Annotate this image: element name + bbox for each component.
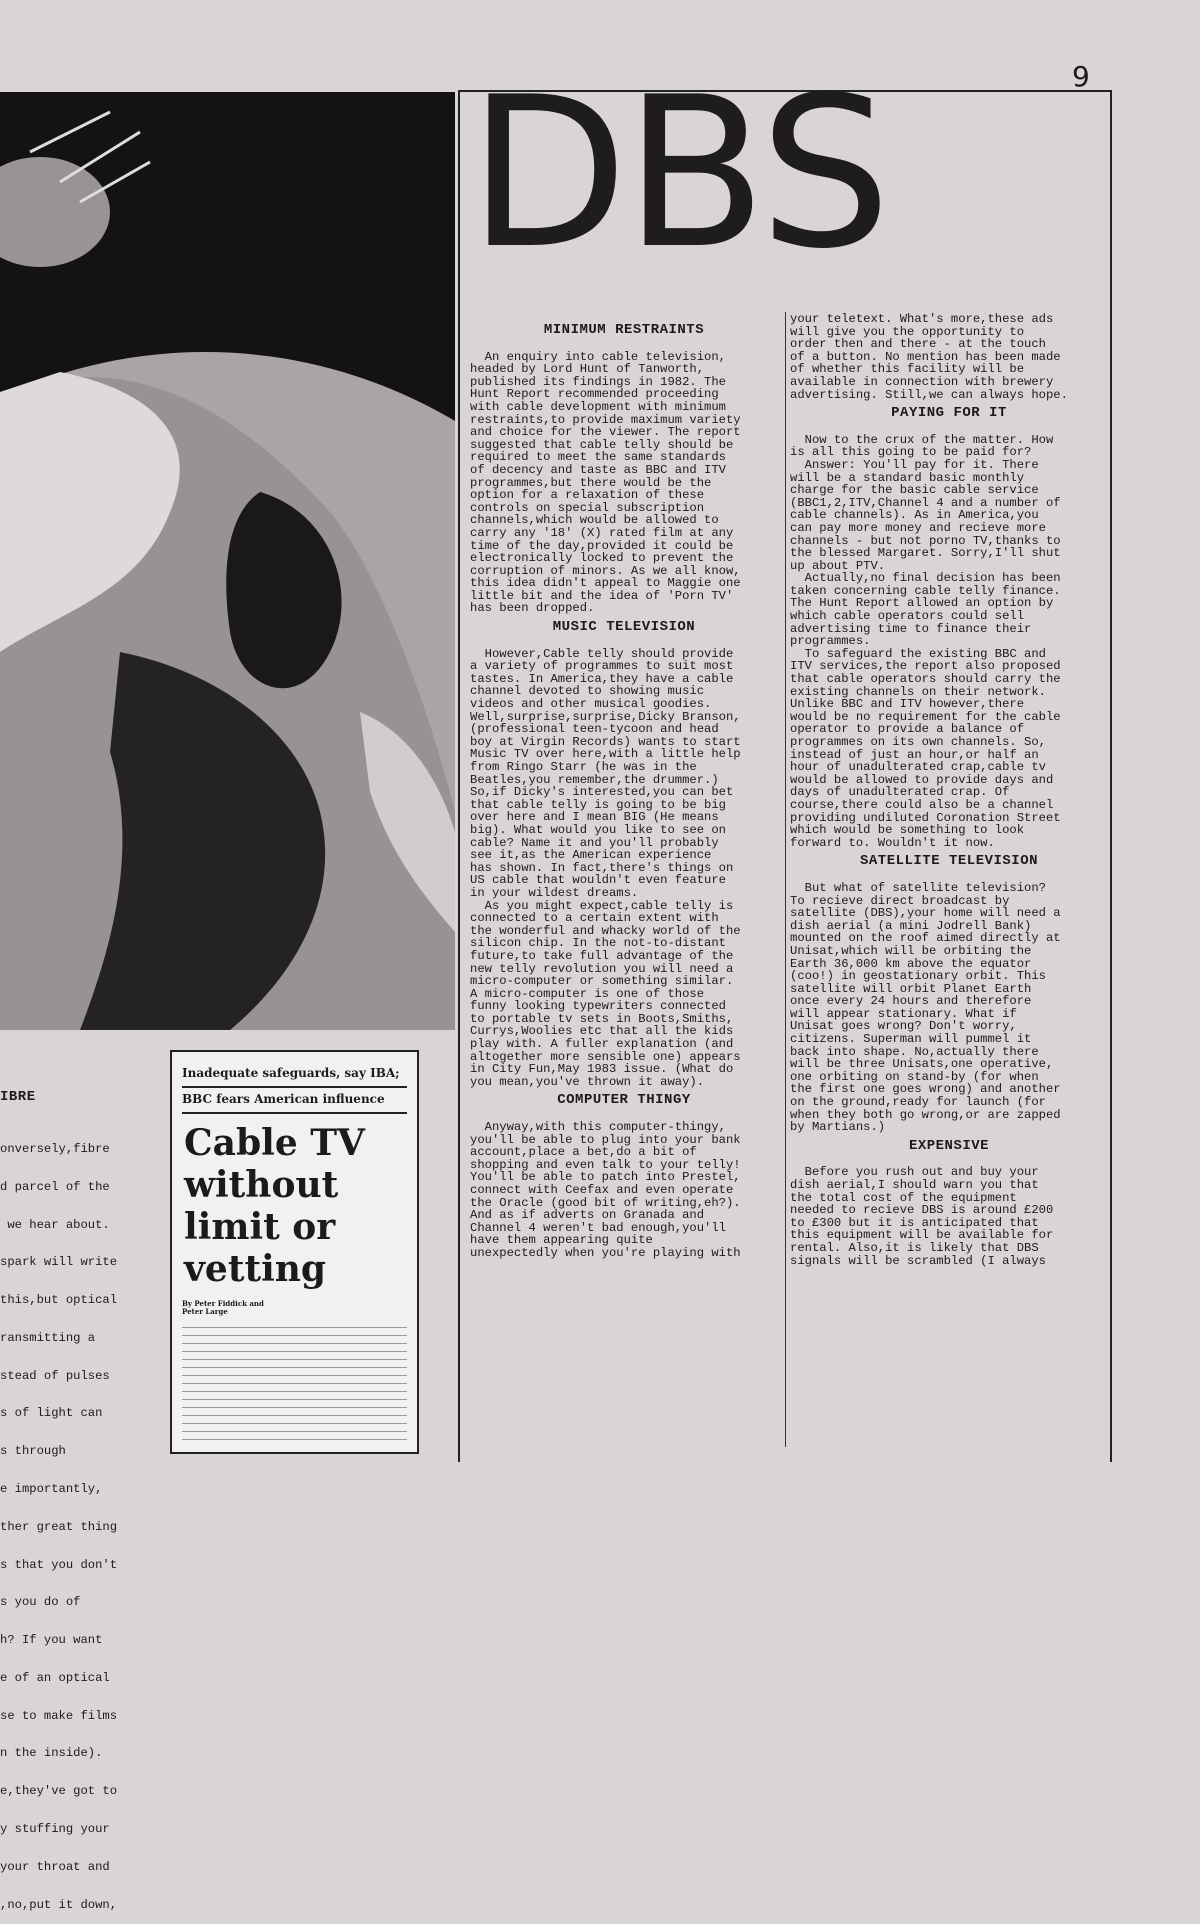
- section-heading: MINIMUM RESTRAINTS: [543, 322, 705, 338]
- body-line: The Hunt Report allowed an option by: [790, 596, 1054, 611]
- body-line: has been dropped.: [470, 601, 595, 616]
- section-heading: MUSIC TELEVISION: [552, 619, 696, 636]
- body-line: will be a standard basic monthly: [790, 470, 1025, 485]
- body-line: Now to the crux of the matter. How: [790, 432, 1054, 447]
- body-line: over here and I mean BIG (He means: [470, 810, 719, 825]
- body-line: programmes on its own channels. So,: [790, 735, 1046, 749]
- body-line: electronically locked to prevent the: [470, 551, 734, 566]
- body-line: see it,as the American experience: [470, 848, 712, 863]
- body-line: will appear stationary. What if: [790, 1006, 1017, 1021]
- left-line: se to make films: [0, 1708, 118, 1723]
- body-line: the first one goes wrong) and another: [790, 1082, 1061, 1097]
- body-line: As you might expect,cable telly is: [470, 898, 734, 913]
- clipping-strap: Inadequate safeguards, say IBA;: [182, 1066, 407, 1088]
- body-line: existing channels on their network.: [790, 684, 1046, 699]
- body-line: with cable development with minimum: [470, 399, 726, 414]
- body-line: tastes. In America,they have a cable: [470, 671, 734, 686]
- body-line: Before you rush out and buy your: [790, 1165, 1039, 1180]
- body-line: shopping and even talk to your telly!: [470, 1157, 741, 1172]
- column-divider: [785, 312, 786, 1447]
- body-line: silicon chip. In the not-to-distant: [470, 936, 726, 951]
- body-line: can pay more money and recieve more: [790, 520, 1046, 535]
- body-line: And as if adverts on Granada and: [470, 1208, 705, 1223]
- body-line: which would be something to look: [790, 823, 1025, 838]
- body-line: (professional teen-tycoon and head: [470, 722, 719, 737]
- body-line: instead of just an hour,or half an: [790, 747, 1039, 762]
- body-line: required to meet the same standards: [470, 450, 726, 465]
- body-line: channels - but not porno TV,thanks to: [790, 533, 1061, 548]
- left-line: this,but optical: [0, 1293, 118, 1308]
- body-line: of whether this facility will be: [790, 362, 1025, 377]
- body-line: connected to a certain extent with: [470, 911, 719, 926]
- left-line: e of an optical: [0, 1670, 110, 1685]
- section-heading: PAYING FOR IT: [891, 405, 1007, 422]
- left-line: ,no,put it down,: [0, 1897, 118, 1912]
- body-line: when they both go wrong,or are zapped: [790, 1107, 1061, 1122]
- body-line: However,Cable telly should provide: [470, 646, 734, 661]
- body-line: would be no requirement for the cable: [790, 709, 1061, 724]
- left-line: stead of pulses: [0, 1368, 110, 1383]
- body-line: videos and other musical goodies.: [470, 697, 712, 712]
- body-line: advertising. Still,we can always hope.: [790, 387, 1068, 402]
- body-line: US cable that wouldn't even feature: [470, 873, 726, 888]
- body-line: have them appearing quite: [470, 1233, 653, 1248]
- left-line: e importantly,: [0, 1482, 103, 1496]
- body-line: channels,which would be allowed to: [470, 513, 719, 528]
- left-line: h? If you want: [0, 1633, 103, 1648]
- body-line: mounted on the roof aimed directly at: [790, 931, 1061, 946]
- body-line: dish aerial (a mini Jodrell Bank): [790, 918, 1032, 933]
- body-line: citizens. Superman will pummel it: [790, 1032, 1032, 1047]
- left-column: [0, 1060, 140, 1924]
- body-line: Anyway,with this computer-thingy,: [470, 1120, 726, 1135]
- body-line: forward to. Wouldn't it now.: [790, 835, 995, 850]
- clipping-strap: BBC fears American influence: [182, 1092, 385, 1106]
- body-line: To recieve direct broadcast by: [790, 893, 1010, 908]
- body-line: big). What would you like to see on: [470, 822, 726, 837]
- body-line: Unisat goes wrong? Don't worry,: [790, 1019, 1017, 1034]
- body-line: is all this going to be paid for?: [790, 445, 1032, 460]
- body-line: (BBC1,2,ITV,Channel 4 and a number of: [790, 495, 1061, 510]
- body-line: restraints,to provide maximum variety: [470, 412, 741, 427]
- left-line: ther great thing: [0, 1519, 118, 1534]
- body-line: programmes,but there would be the: [470, 475, 712, 490]
- body-line: suggested that cable telly should be: [470, 437, 734, 452]
- body-line: cable? Name it and you'll probably: [470, 835, 719, 850]
- left-line: we hear about.: [0, 1217, 110, 1232]
- body-line: this idea didn't appeal to Maggie one: [470, 576, 741, 591]
- body-line: So,if Dicky's interested,you can bet: [470, 785, 734, 800]
- body-line: once every 24 hours and therefore: [790, 994, 1032, 1009]
- column-a: [470, 318, 778, 1260]
- body-line: micro-computer or something similar.: [470, 974, 734, 989]
- body-line: Well,surprise,surprise,Dicky Branson,: [470, 709, 741, 724]
- body-line: the Oracle (good bit of writing,eh?).: [470, 1195, 741, 1210]
- body-line: you'll be able to plug into your bank: [470, 1132, 741, 1147]
- body-line: would be allowed to provide days and: [790, 772, 1054, 787]
- body-line: signals will be scrambled (I always: [790, 1253, 1046, 1268]
- body-line: Unisat,which will be orbiting the: [790, 943, 1032, 958]
- body-line: controls on special subscription: [470, 500, 705, 515]
- body-line: hour of unadulterated crap,cable tv: [790, 760, 1046, 775]
- body-line: by Martians.): [790, 1120, 886, 1135]
- body-line: your teletext. What's more,these ads: [790, 312, 1054, 326]
- left-line: e,they've got to: [0, 1784, 118, 1799]
- body-line: order then and there - at the touch: [790, 337, 1046, 352]
- body-line: which cable operators could sell: [790, 609, 1025, 624]
- body-line: ITV services,the report also proposed: [790, 659, 1061, 674]
- left-line: your throat and: [0, 1859, 110, 1874]
- body-line: cable channels). As in America,you: [790, 508, 1039, 523]
- body-line: future,to take full advantage of the: [470, 948, 734, 963]
- body-line: charge for the basic cable service: [790, 483, 1039, 498]
- body-line: satellite will orbit Planet Earth: [790, 981, 1032, 996]
- body-line: from Ringo Starr (he was in the: [470, 760, 697, 774]
- body-line: the total cost of the equipment: [790, 1190, 1017, 1205]
- body-line: that cable operators should carry the: [790, 672, 1061, 687]
- headline-title: DBS: [468, 53, 888, 295]
- body-line: available in connection with brewery: [790, 374, 1054, 389]
- body-line: course,there could also be a channel: [790, 797, 1054, 812]
- body-line: to £300 but it is anticipated that: [790, 1215, 1039, 1230]
- body-line: Music TV over here,with a little help: [470, 747, 741, 762]
- body-line: to portable tv sets in Boots,Smiths,: [470, 1011, 734, 1026]
- left-line: s through: [0, 1444, 66, 1459]
- body-line: Unlike BBC and ITV however,there: [790, 697, 1025, 712]
- body-line: You'll be able to patch into Prestel,: [470, 1170, 741, 1185]
- body-line: needed to recieve DBS is around £200: [790, 1203, 1054, 1218]
- body-line: dish aerial,I should warn you that: [790, 1178, 1039, 1192]
- body-line: rental. Also,it is likely that DBS: [790, 1240, 1039, 1255]
- body-line: To safeguard the existing BBC and: [790, 646, 1046, 661]
- body-line: a variety of programmes to suit most: [470, 659, 734, 674]
- left-line: s of light can: [0, 1406, 103, 1421]
- body-line: Currys,Woolies etc that all the kids: [470, 1024, 734, 1039]
- body-line: (coo!) in geostationary orbit. This: [790, 969, 1046, 984]
- body-line: advertising time to finance their: [790, 621, 1032, 636]
- body-line: the blessed Margaret. Sorry,I'll shut: [790, 546, 1061, 561]
- page-number: 9: [1072, 60, 1090, 93]
- body-line: altogether more sensible one) appears: [470, 1049, 741, 1064]
- body-line: Beatles,you remember,the drummer.): [470, 772, 719, 787]
- body-line: new telly revolution you will need a: [470, 961, 734, 976]
- body-line: that cable telly is going to be big: [470, 797, 726, 812]
- left-line: y stuffing your: [0, 1822, 110, 1837]
- body-line: time of the day,provided it could be: [470, 538, 734, 553]
- section-heading: COMPUTER THINGY: [557, 1092, 691, 1109]
- body-line: of decency and taste as BBC and ITV: [470, 462, 726, 477]
- body-line: satellite (DBS),your home will need a: [790, 906, 1061, 921]
- body-line: little bit and the idea of 'Porn TV': [470, 588, 734, 603]
- body-line: you mean,you've thrown it away).: [470, 1074, 705, 1089]
- body-line: published its findings in 1982. The: [470, 374, 726, 389]
- clipping-body-text: [182, 1322, 407, 1442]
- body-line: corruption of minors. As we all know,: [470, 563, 741, 578]
- body-line: of a button. No mention has been made: [790, 349, 1061, 364]
- body-line: boy at Virgin Records) wants to start: [470, 734, 741, 749]
- body-line: providing undiluted Coronation Street: [790, 810, 1061, 825]
- body-line: programmes.: [790, 634, 871, 649]
- left-line: d parcel of the: [0, 1179, 110, 1194]
- body-line: Actually,no final decision has been: [790, 571, 1061, 586]
- body-line: one orbiting on stand-by (for when: [790, 1069, 1039, 1084]
- body-line: headed by Lord Hunt of Tanworth,: [470, 362, 705, 377]
- newspaper-clipping: [170, 1050, 419, 1454]
- body-line: Channel 4 weren't bad enough,you'll: [470, 1220, 726, 1235]
- body-line: in your wildest dreams.: [470, 885, 639, 900]
- clipping-byline: By Peter Fiddick and Peter Large: [182, 1299, 264, 1316]
- left-line: ransmitting a: [0, 1330, 96, 1345]
- body-line: carry any '18' (X) rated film at any: [470, 525, 734, 540]
- body-line: will give you the opportunity to: [790, 324, 1025, 339]
- left-line: s you do of: [0, 1595, 81, 1610]
- body-line: and choice for the viewer. The report: [470, 425, 741, 440]
- body-line: But what of satellite television?: [790, 880, 1046, 895]
- clipping-headline: Cable TV without limit or vetting: [184, 1122, 365, 1290]
- body-line: option for a relaxation of these: [470, 488, 705, 503]
- body-line: will be three Unisats,one operative,: [790, 1057, 1054, 1072]
- body-line: this equipment will be available for: [790, 1228, 1054, 1243]
- body-line: Earth 36,000 km above the equator: [790, 956, 1032, 971]
- body-line: the wonderful and whacky world of the: [470, 923, 741, 938]
- section-heading: EXPENSIVE: [908, 1137, 990, 1154]
- body-line: on the ground,ready for launch (for: [790, 1095, 1046, 1110]
- body-line: account,place a bet,do a bit of: [470, 1145, 697, 1160]
- body-line: operator to provide a balance of: [790, 722, 1025, 737]
- body-line: An enquiry into cable television,: [470, 349, 726, 364]
- body-line: days of unadulterated crap. Of: [790, 785, 1010, 800]
- body-line: Hunt Report recommended proceeding: [470, 387, 719, 402]
- body-line: connect with Ceefax and even operate: [470, 1183, 734, 1197]
- body-line: funny looking typewriters connected: [470, 999, 726, 1014]
- body-line: taken concerning cable telly finance.: [790, 583, 1061, 598]
- body-line: back into shape. No,actually there: [790, 1044, 1039, 1059]
- body-line: channel devoted to showing music: [470, 684, 705, 699]
- left-heading: IBRE: [0, 1089, 36, 1106]
- body-line: A micro-computer is one of those: [470, 986, 705, 1001]
- body-line: Answer: You'll pay for it. There: [790, 457, 1039, 472]
- clipping-rule: [182, 1112, 407, 1114]
- column-b: [790, 313, 1108, 1267]
- left-line: n the inside).: [0, 1746, 103, 1761]
- earth-satellite-photo: [0, 92, 455, 1030]
- body-line: play with. A fuller explanation (and: [470, 1037, 734, 1052]
- left-line: spark will write: [0, 1255, 118, 1270]
- left-line: s that you don't: [0, 1557, 118, 1572]
- section-heading: SATELLITE TELEVISION: [859, 853, 1039, 870]
- body-line: has shown. In fact,there's things on: [470, 860, 734, 875]
- body-line: unexpectedly when you're playing with: [470, 1245, 741, 1260]
- body-line: up about PTV.: [790, 558, 886, 573]
- body-line: in City Fun,May 1983 issue. (What do: [470, 1062, 734, 1077]
- left-line: onversely,fibre: [0, 1141, 110, 1156]
